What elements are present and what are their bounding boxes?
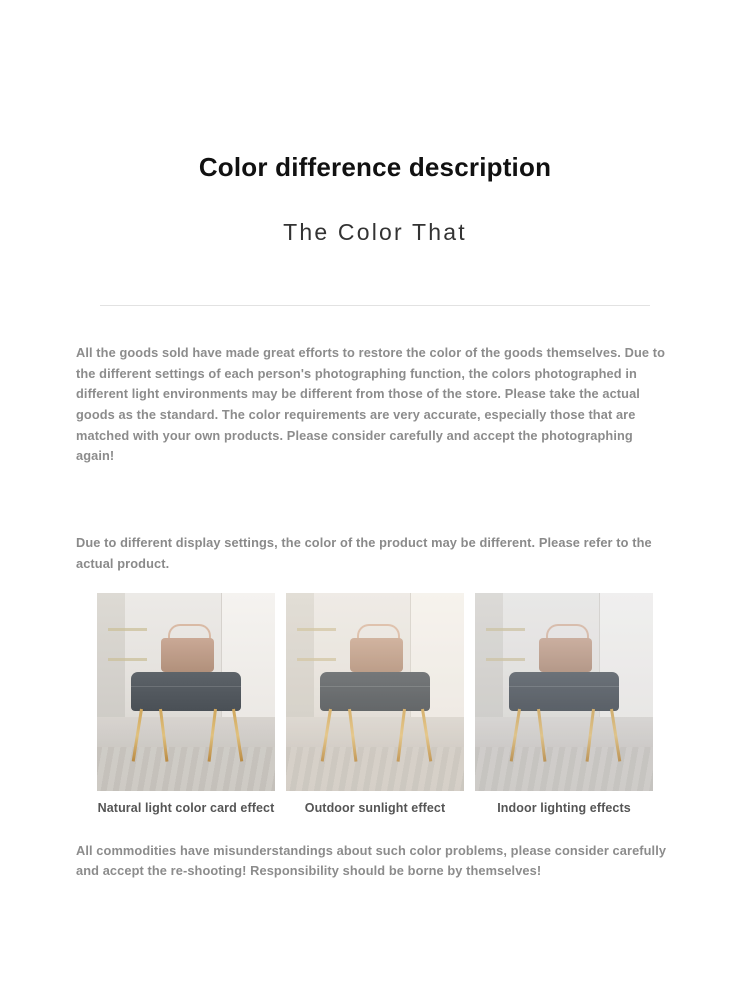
photo-caption: Indoor lighting effects [497, 800, 631, 815]
light-tint-overlay [475, 593, 653, 791]
scene [475, 593, 653, 791]
display-note-paragraph: Due to different display settings, the color of the product may be different. Please refer to the actual product. [76, 535, 652, 571]
page-subtitle: The Color That [283, 219, 467, 246]
scene [286, 593, 464, 791]
light-tint-overlay [97, 593, 275, 791]
photo-gallery [97, 593, 653, 815]
intro-paragraph: All the goods sold have made great efforts to restore the color of the goods themselves. Due to the different settings of each person's photographing function, the colors photographed in different light environments may be different from those of the store. Please take the actual goods as the standard. The color requirements are very accurate, especially those that are matched with your own products. Please consider carefully and accept the photographing again! [76, 344, 666, 464]
product-photo-natural [97, 593, 275, 791]
product-photo-outdoor [286, 593, 464, 791]
closing-paragraph: All commodities have misunderstandings about such color problems, please consider carefully and accept the re-shooting! Responsibility should be borne by themselves! [76, 842, 667, 879]
gallery-item [286, 593, 464, 815]
photo-caption: Natural light color card effect [97, 800, 275, 815]
scene [97, 593, 275, 791]
gallery-item [97, 593, 275, 815]
photo-caption: Outdoor sunlight effect [304, 800, 446, 815]
page-title: Color difference description [198, 152, 552, 182]
gallery-item [475, 593, 653, 815]
light-tint-overlay [286, 593, 464, 791]
product-photo-indoor [475, 593, 653, 791]
